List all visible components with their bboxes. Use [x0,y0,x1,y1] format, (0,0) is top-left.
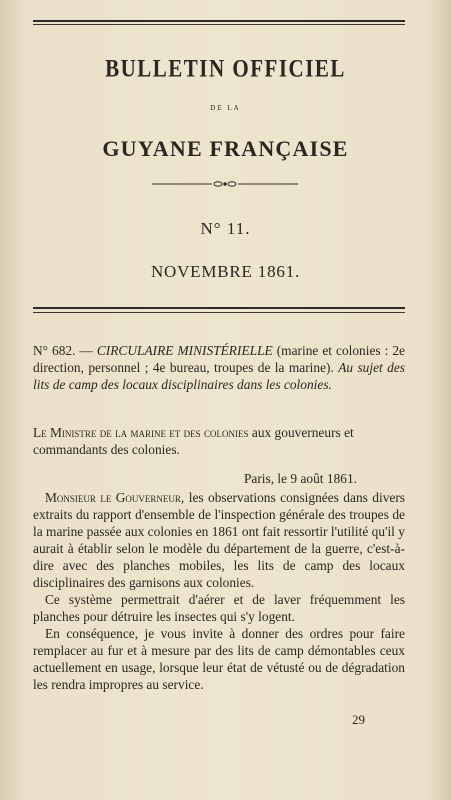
letter-paragraph-1-text: les observations consignées dans divers extraits du rapport d'ensemble de l'inspection générale des troupes de la marine passée aux colonies en 1861 ont fait ressortir l'utilité qu'il y aurait à établir selon le modèle du département de la guerre, c'est-à-dire avec des planches mobiles, les lits de camp des locaux disciplinaires des garnisons aux colonies. [33,490,405,590]
section-rule-thick [33,307,405,309]
letter-address [33,424,405,458]
letter-paragraph-3: En conséquence, je vous invite à donner des ordres pour faire remplacer au fur et à mesure par des lits de camp démontables ceux actuellement en usage, lorsque leur état de vétusté ou de dégradation les rendra impropres au service. [33,626,405,692]
page-number: 29 [352,712,365,727]
letter-salutation: Monsieur le Gouverneur, [45,490,185,505]
bulletin-subtitle: GUYANE FRANÇAISE [102,136,349,161]
circular-intro [33,342,405,393]
issue-month: NOVEMBRE 1861. [150,262,301,281]
bulletin-de-la: DE LA [210,104,241,112]
bulletin-title: BULLETIN OFFICIEL [105,53,346,83]
circular-number: N° 682. — [33,343,93,358]
section-rule-thin [33,312,405,313]
top-rule-thick [33,20,405,22]
ornament-divider-icon [150,178,300,190]
letter-paragraph-1 [33,489,405,591]
top-rule-thin [33,24,405,25]
address-sender: Le Ministre de la marine et des colonies [33,425,249,440]
issue-number: N° 11. [200,219,251,238]
place-date: Paris, le 9 août 1861. [243,471,357,486]
circular-subject: Au sujet des lits de camp des locaux disciplinaires dans les colonies. [33,360,405,392]
address-recipients: aux gouverneurs et commandants des colonies. [33,425,354,457]
circular-context: (marine et colonies : 2e direction, personnel ; 4e bureau, troupes de la marine). [33,343,405,375]
circular-heading: CIRCULAIRE MINISTÉRIELLE [96,343,273,358]
letter-body [33,489,405,693]
letter-paragraph-2: Ce système permettrait d'aérer et de laver fréquemment les planches pour détruire les insectes qui s'y logent. [33,592,405,624]
